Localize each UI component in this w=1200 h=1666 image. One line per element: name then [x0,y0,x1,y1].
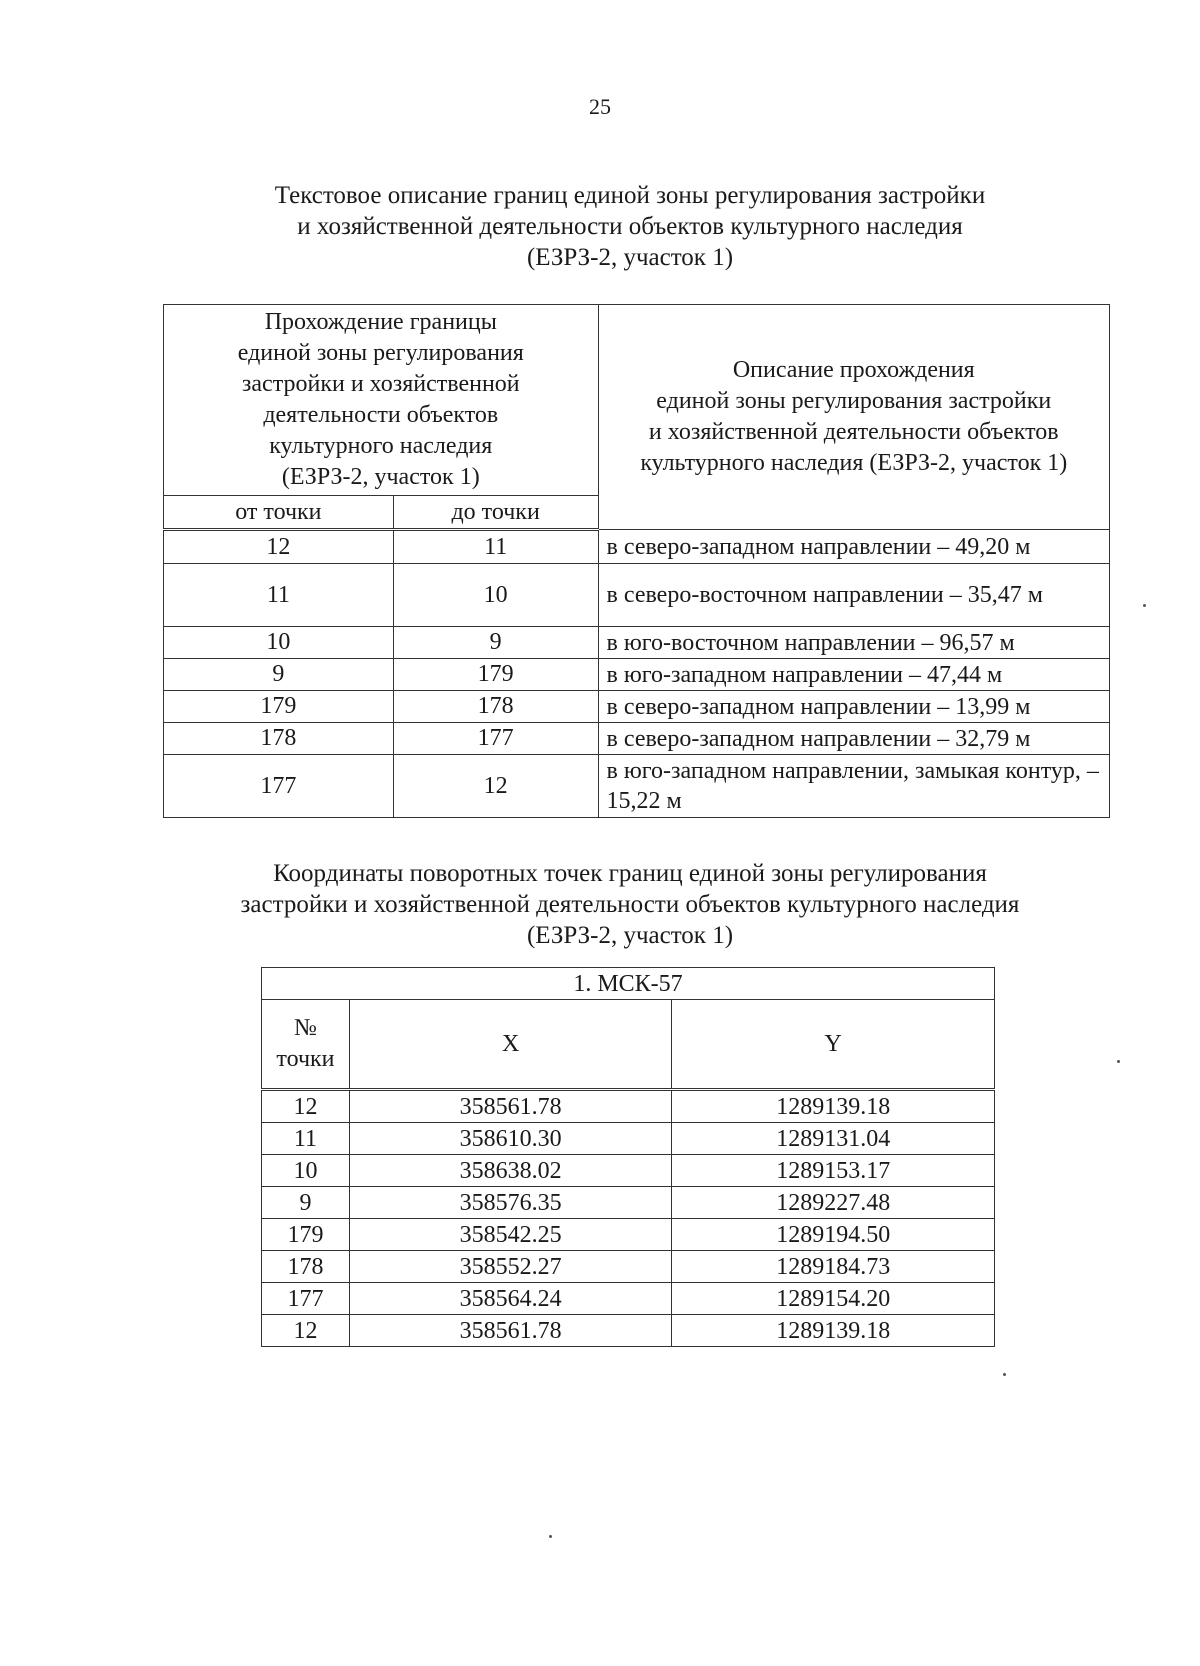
from-point: 178 [164,723,394,755]
header-description [598,305,1109,530]
page-number: 25 [589,94,611,119]
table-row [262,1219,995,1251]
x-coordinate: 358561.78 [349,1090,672,1123]
title-line: и хозяйственной деятельности объектов культурного наследия [297,213,963,240]
table-row [164,564,1110,627]
from-point: 10 [164,627,394,659]
coordinates-table [261,967,995,1347]
segment-description: в юго-западном направлении, замыкая контур, – 15,22 м [598,755,1109,818]
header-line: и хозяйственной деятельности объектов [648,419,1059,445]
y-coordinate: 1289154.20 [672,1283,995,1315]
header-from-point: от точки [164,496,394,530]
point-number: 12 [262,1090,350,1123]
header-line: единой зоны регулирования [237,340,524,366]
y-coordinate: 1289194.50 [672,1219,995,1251]
header-x: X [349,1000,672,1090]
title-line: Координаты поворотных точек границ единой зоны регулирования [273,860,987,887]
table-row [164,659,1110,691]
table-row [262,1090,995,1123]
header-line: единой зоны регулирования застройки [656,388,1052,414]
x-coordinate: 358561.78 [349,1315,672,1347]
point-number: 177 [262,1283,350,1315]
y-coordinate: 1289139.18 [672,1090,995,1123]
to-point: 11 [393,530,598,564]
x-coordinate: 358576.35 [349,1187,672,1219]
header-line: культурного наследия [269,433,493,459]
segment-description: в северо-восточном направлении – 35,47 м [598,564,1109,627]
boundary-description-title [0,180,1200,273]
table-row [164,755,1110,818]
point-number: 178 [262,1251,350,1283]
from-point: 12 [164,530,394,564]
x-coordinate: 358564.24 [349,1283,672,1315]
title-line: застройки и хозяйственной деятельности объектов культурного наследия [240,891,1020,918]
x-coordinate: 358610.30 [349,1123,672,1155]
header-y: Y [672,1000,995,1090]
table-row [262,1283,995,1315]
header-point-number [262,1000,350,1090]
table-row [262,1155,995,1187]
from-point: 11 [164,564,394,627]
point-number: 9 [262,1187,350,1219]
scan-speck [549,1535,552,1538]
scan-speck [1143,604,1146,607]
x-coordinate: 358542.25 [349,1219,672,1251]
table-row [164,723,1110,755]
to-point: 9 [393,627,598,659]
point-number: 10 [262,1155,350,1187]
header-to-point: до точки [393,496,598,530]
segment-description: в юго-западном направлении – 47,44 м [598,659,1109,691]
y-coordinate: 1289153.17 [672,1155,995,1187]
point-number: 11 [262,1123,350,1155]
title-line: (ЕЗРЗ-2, участок 1) [526,244,734,271]
boundary-description-table [163,304,1110,818]
y-coordinate: 1289139.18 [672,1315,995,1347]
from-point: 9 [164,659,394,691]
to-point: 177 [393,723,598,755]
table-row [262,1187,995,1219]
segment-description: в северо-западном направлении – 49,20 м [598,530,1109,564]
table-row [262,1123,995,1155]
coordinates-title [0,858,1200,951]
header-line: № [294,1015,317,1041]
scan-speck [1003,1373,1006,1376]
header-line: (ЕЗРЗ-2, участок 1) [281,464,480,490]
segment-description: в северо-западном направлении – 13,99 м [598,691,1109,723]
table-row [164,691,1110,723]
table-row [164,627,1110,659]
x-coordinate: 358638.02 [349,1155,672,1187]
point-number: 12 [262,1315,350,1347]
header-line: Описание прохождения [732,357,975,383]
title-line: Текстовое описание границ единой зоны регулирования застройки [274,182,986,209]
from-point: 177 [164,755,394,818]
scan-speck [1117,1060,1120,1063]
y-coordinate: 1289227.48 [672,1187,995,1219]
y-coordinate: 1289131.04 [672,1123,995,1155]
segment-description: в северо-западном направлении – 32,79 м [598,723,1109,755]
title-line: (ЕЗРЗ-2, участок 1) [526,922,734,949]
from-point: 179 [164,691,394,723]
header-line: Прохождение границы [264,309,497,335]
to-point: 12 [393,755,598,818]
header-line: деятельности объектов [263,402,499,428]
to-point: 178 [393,691,598,723]
segment-description: в юго-восточном направлении – 96,57 м [598,627,1109,659]
y-coordinate: 1289184.73 [672,1251,995,1283]
to-point: 179 [393,659,598,691]
point-number: 179 [262,1219,350,1251]
table-row [262,1315,995,1347]
header-line: культурного наследия (ЕЗРЗ-2, участок 1) [640,450,1068,476]
header-line: точки [276,1046,335,1072]
to-point: 10 [393,564,598,627]
header-line: застройки и хозяйственной [241,371,520,397]
x-coordinate: 358552.27 [349,1251,672,1283]
table-row [262,1251,995,1283]
coordinate-system-label: 1. МСК-57 [262,968,995,1000]
header-boundary-passage [164,305,599,496]
table-row [164,530,1110,564]
